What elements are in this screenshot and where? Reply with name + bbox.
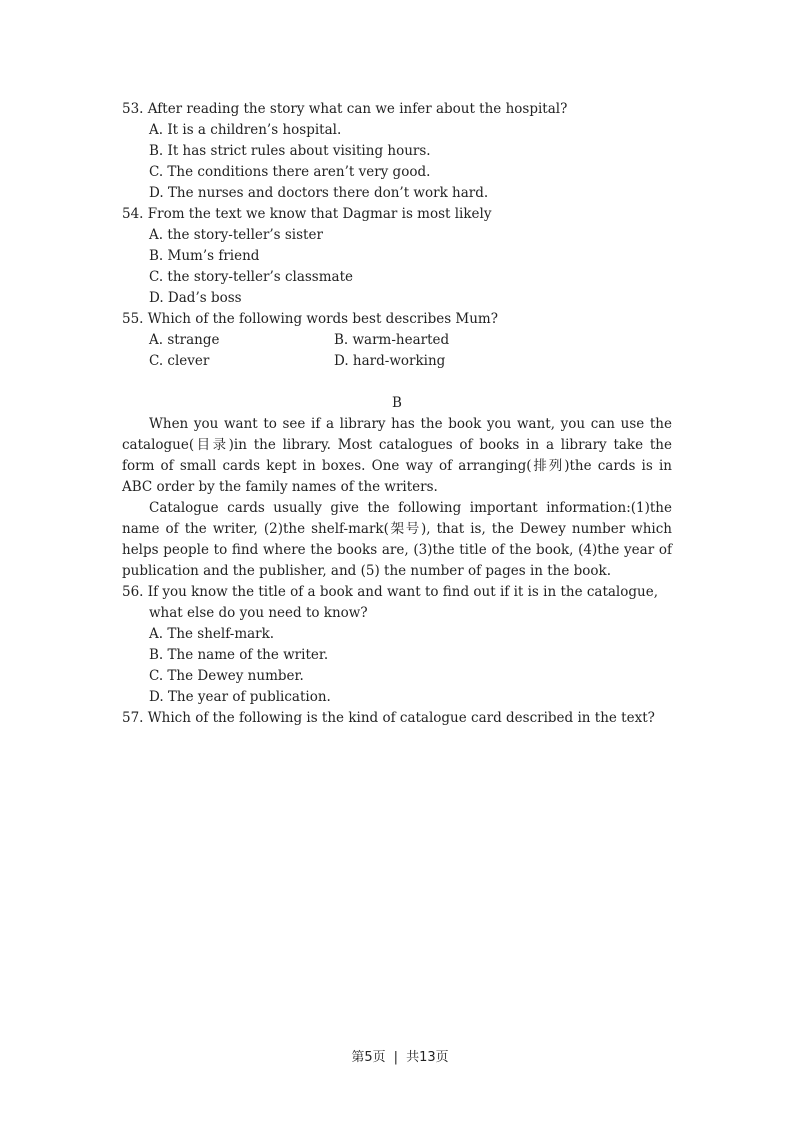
page-footer xyxy=(0,1047,800,1068)
option-a: A. the story-teller’s sister xyxy=(149,227,323,243)
option-d: D. hard-working xyxy=(334,353,446,369)
footer-separator: | xyxy=(393,1050,399,1065)
page-total: 共13页 xyxy=(406,1050,449,1065)
option-a: A. strange xyxy=(149,332,220,348)
question-55 xyxy=(122,309,672,372)
option-b: B. It has strict rules about visiting hours. xyxy=(149,143,431,159)
question-stem: 53. After reading the story what can we infer about the hospital? xyxy=(122,101,568,117)
option-c: C. The Dewey number. xyxy=(149,668,304,684)
options-row xyxy=(149,330,672,351)
option-b: B. The name of the writer. xyxy=(149,647,329,663)
question-stem: 54. From the text we know that Dagmar is most likely xyxy=(122,206,492,222)
question-stem: 57. Which of the following is the kind of catalogue card described in the text? xyxy=(122,710,655,726)
question-54 xyxy=(122,204,672,309)
option-c: C. The conditions there aren’t very good. xyxy=(149,164,431,180)
option-b: B. warm-hearted xyxy=(334,332,450,348)
passage-paragraph-2: Catalogue cards usually give the following important information:(1)the name of the writer, (2)the shelf-mark(架号), that is, the Dewey number which helps people to find where the books are, (3)the title of the book, (4)the year of publication and the publisher, and (5) the number of pages in the book. xyxy=(122,500,672,579)
option-d: D. Dad’s boss xyxy=(149,290,242,306)
question-stem: 55. Which of the following words best describes Mum? xyxy=(122,311,498,327)
question-stem: 56. If you know the title of a book and want to find out if it is in the catalogue, xyxy=(122,584,658,600)
page-number: 第5页 xyxy=(351,1050,386,1065)
page-content xyxy=(122,99,672,729)
option-a: A. The shelf-mark. xyxy=(149,626,275,642)
question-stem-continued: what else do you need to know? xyxy=(149,605,368,621)
question-57 xyxy=(122,708,672,729)
question-53 xyxy=(122,99,672,204)
option-d: D. The nurses and doctors there don’t work hard. xyxy=(149,185,489,201)
option-c: C. clever xyxy=(149,353,210,369)
option-b: B. Mum’s friend xyxy=(149,248,260,264)
option-a: A. It is a children’s hospital. xyxy=(149,122,342,138)
passage-paragraph-1: When you want to see if a library has the book you want, you can use the catalogue(目录)in the library. Most catalogues of books in a library take the form of small cards kept in boxes. One way of arranging(排列)the cards is in ABC order by the family names of the writers. xyxy=(122,416,672,495)
option-d: D. The year of publication. xyxy=(149,689,331,705)
question-56 xyxy=(122,582,672,708)
option-c: C. the story-teller’s classmate xyxy=(149,269,354,285)
options-row xyxy=(149,351,672,372)
section-b-heading: B xyxy=(392,395,402,411)
